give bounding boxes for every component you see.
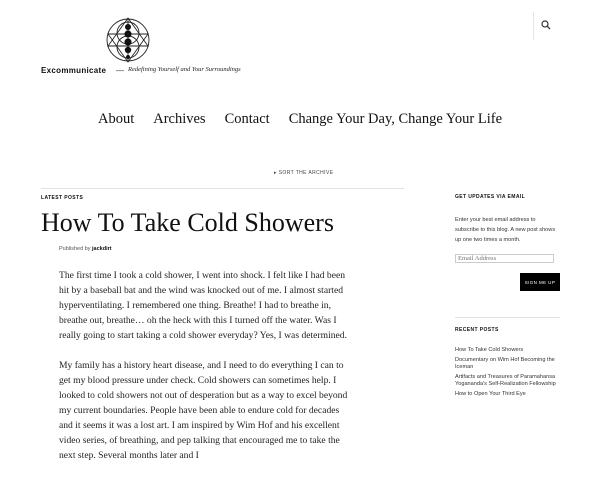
post-byline [59,246,112,252]
author-link[interactable]: jackdirt [92,246,112,252]
search-icon[interactable] [540,19,552,31]
nav-archives[interactable]: Archives [153,111,206,127]
post-paragraph: The first time I took a cold shower, I went into shock. I felt like I had been hit by a baseball bat and the wind was knocked out of me. I almost started hyperventilating. I remembered one thing. Breathe! I had to breathe in, breathe out, breathe… oh the heck with this I turned off the water. Was I really going to start taking a cold shower everyday? Yes, I was determined. [59,270,347,341]
recent-post-link[interactable]: Documentary on Wim Hof Becoming the Iceman [455,357,555,370]
main-nav [0,111,600,128]
post-body [59,268,355,478]
section-label: LATEST POSTS [41,195,84,201]
email-input[interactable] [455,254,554,263]
recent-posts-title: RECENT POSTS [455,327,499,333]
sign-up-button[interactable]: SIGN ME UP [520,273,560,291]
sort-archive-toggle[interactable]: ▸ SORT THE ARCHIVE [274,170,334,176]
nav-about[interactable]: About [97,111,135,127]
site-title[interactable]: Excommunicate [41,66,107,75]
post-paragraph: My family has a history heart disease, and I need to do everything I can to get my blood pressure under check. Cold showers can sometimes help. I looked to cold showers not out of desperation but as a way to excel beyond my current boundaries. People have been able to endure cold for decades and it seems it was a lost art. I am inspired by Wim Hof and his excellent video series, of breathing, and pep talking that encouraged me to take the next step. Several months later and I [59,360,348,461]
post-title[interactable]: How To Take Cold Showers [41,208,334,237]
recent-post-link[interactable]: Artifacts and Treasures of Paramahansa Yogananda's Self-Realization Fellowship [455,374,556,387]
title-separator: — [116,66,124,75]
recent-post-link[interactable]: How To Take Cold Showers [455,347,524,353]
site-tagline: Redefining Yourself and Your Surroundings [128,66,241,73]
header-divider [533,12,534,40]
nav-contact[interactable]: Contact [224,111,270,127]
sidebar [455,194,560,401]
site-logo[interactable] [104,16,152,64]
email-widget-title: GET UPDATES VIA EMAIL [455,194,526,200]
recent-posts-list [455,347,560,398]
nav-change-your-day[interactable]: Change Your Day, Change Your Life [288,111,503,127]
divider [455,317,560,318]
divider [41,188,404,189]
recent-post-link[interactable]: How to Open Your Third Eye [455,391,526,397]
email-widget-text: Enter your best email address to subscribe to this blog. A new post shows up one two times a month. [455,217,556,243]
byline-prefix: Published by [59,246,91,252]
